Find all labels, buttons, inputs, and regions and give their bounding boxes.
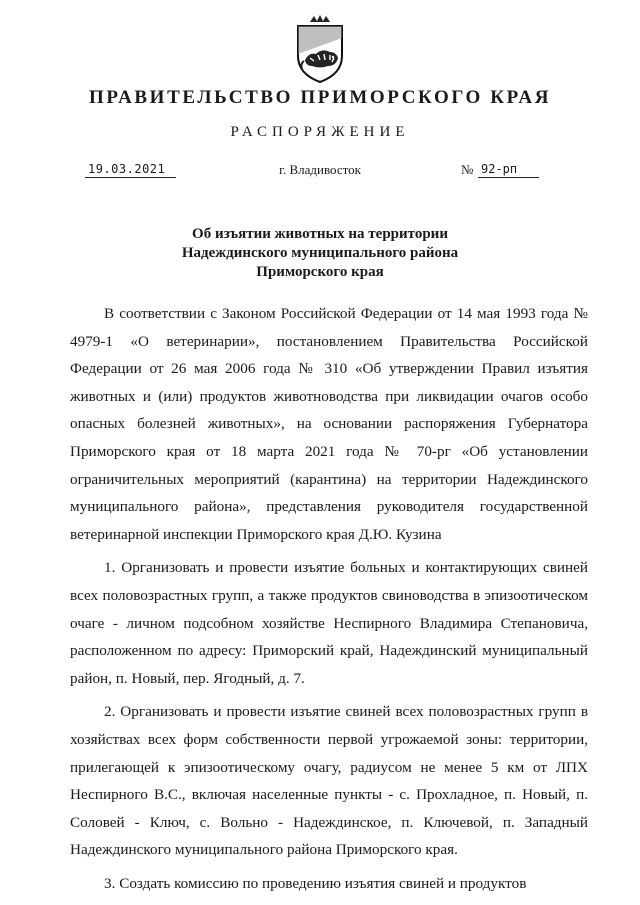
subject-line: Надеждинского муниципального района [181, 245, 459, 261]
subject-line: Об изъятии животных на территории [192, 226, 448, 242]
document-number: 92-рп [478, 161, 539, 178]
document-subject [0, 225, 640, 282]
document-date: 19.03.2021 [85, 161, 176, 178]
government-title: ПРАВИТЕЛЬСТВО ПРИМОРСКОГО КРАЯ [88, 87, 552, 108]
coat-of-arms-icon [292, 14, 348, 84]
document-meta [0, 161, 640, 185]
preamble-paragraph: В соответствии с Законом Российской Федерации от 14 мая 1993 года № 4979-1 «О ветеринарии», постановлением Правительства Российской Федерации от 26 мая 2006 года № 310 «Об утверждении Правил изъятия животных и (или) продуктов животноводства при ликвидации очагов особо опасных болезней животных», на основании распоряжения Губернатора Приморского края от 18 марта 2021 года № 70-рг «Об установлении ограничительных мероприятий (карантина) на территории Надеждинского муниципального района», представления руководителя государственной ветеринарной инспекции Приморского края Д.Ю. Кузина [70, 305, 588, 543]
clause-paragraph: 2. Организовать и провести изъятие свиней всех половозрастных групп в хозяйствах всех форм собственности первой угрожаемой зоны: территории, прилегающей к эпизоотическому очагу, радиусом не менее 5 км от ЛПХ Неспирного В.С., включая населенные пункты - с. Прохладное, п. Новый, п. Соловей - Ключ, с. Вольно - Надеждинское, п. Ключевой, п. Западный Надеждинского муниципального района Приморского края. [70, 703, 588, 859]
number-sign: № [461, 162, 474, 177]
document-type: РАСПОРЯЖЕНИЕ [230, 124, 410, 140]
subject-line: Приморского края [256, 264, 384, 280]
document-city: г. Владивосток [279, 162, 361, 177]
clause-paragraph: 1. Организовать и провести изъятие больных и контактирующих свиней всех половозрастных групп, а также продуктов свиноводства в эпизоотическом очаге - личном подсобном хозяйстве Неспирного Владимира Степановича, расположенном по адресу: Приморский край, Надеждинский муниципальный район, п. Новый, пер. Ягодный, д. 7. [70, 559, 588, 687]
clause-paragraph: 3. Создать комиссию по проведению изъятия свиней и продуктов [104, 874, 527, 892]
document-body [70, 300, 588, 897]
